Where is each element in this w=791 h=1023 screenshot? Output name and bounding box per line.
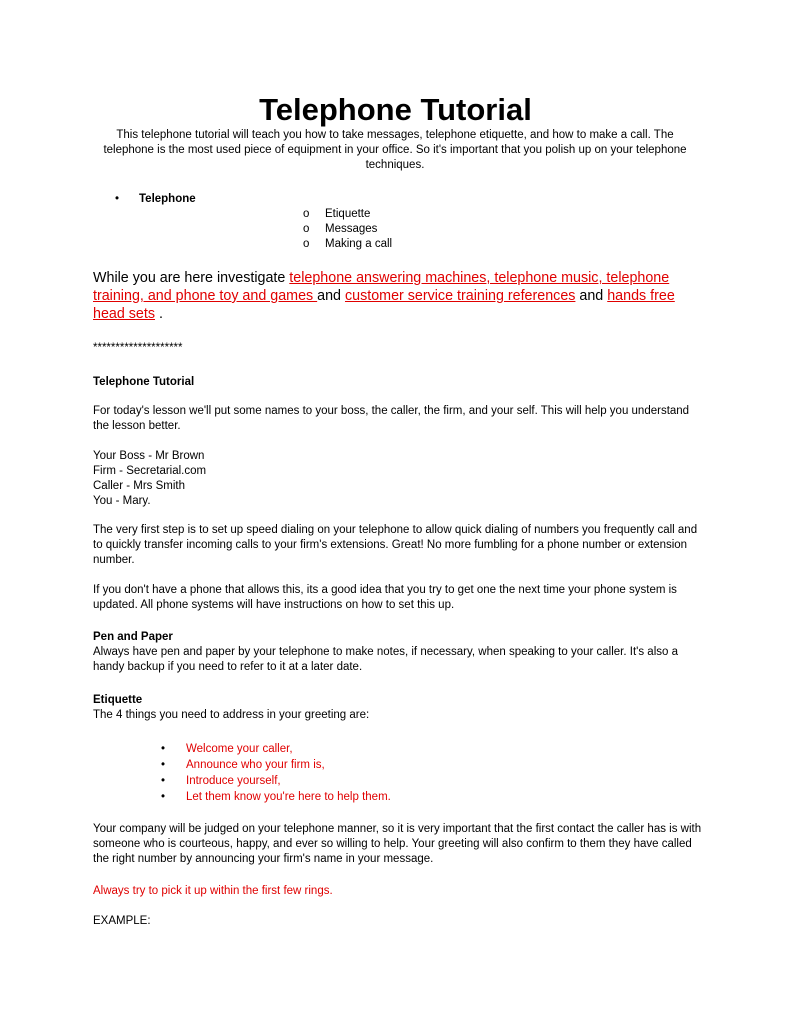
greeting-item-label: Announce who your firm is,	[186, 759, 325, 771]
bullet-icon: •	[115, 193, 120, 205]
greeting-item-label: Let them know you're here to help them.	[186, 791, 391, 803]
name-line: Firm - Secretarial.com	[93, 465, 207, 477]
customer-service-training-link[interactable]: customer service training references	[344, 288, 576, 304]
toc-subitem	[139, 222, 791, 237]
telephone-products-link[interactable]: telephone answering machines, telephone music, telephone training, and phone toy and games	[93, 270, 670, 304]
pen-paper-heading: Pen and Paper	[93, 631, 173, 643]
names-list	[93, 449, 708, 509]
bullet-icon: •	[161, 775, 166, 787]
no-phone-paragraph: If you don't have a phone that allows this, its a good idea that you try to get one the next time your phone system is updated. All phone systems will have instructions on how to set this up.	[93, 584, 677, 611]
speed-dial-paragraph: The very first step is to set up speed dialing on your telephone to allow quick dialing of numbers you frequently call and to quickly transfer incoming calls to your firm's extensions. Great! No more fumbling for a phone number or extension number.	[93, 524, 698, 566]
greeting-item	[0, 741, 791, 757]
investigate-and: and	[575, 288, 608, 304]
circle-bullet-icon: o	[303, 208, 310, 220]
greeting-item-label: Welcome your caller,	[186, 743, 293, 755]
investigate-paragraph	[93, 269, 703, 323]
rings-note: Always try to pick it up within the first few rings.	[93, 885, 333, 897]
separator: ********************	[93, 342, 183, 354]
toc-sublist	[139, 207, 791, 252]
etiquette-heading: Etiquette	[93, 694, 143, 706]
greeting-item	[0, 757, 791, 773]
toc-subitem	[139, 207, 791, 222]
investigate-prefix: While you are here investigate	[93, 270, 290, 286]
greeting-list	[0, 741, 791, 805]
toc-list	[0, 192, 791, 252]
bullet-icon: •	[161, 743, 166, 755]
toc-subitem-label: Messages	[325, 223, 378, 235]
pen-paper-section	[93, 630, 708, 675]
name-line: Caller - Mrs Smith	[93, 480, 186, 492]
bullet-icon: •	[161, 759, 166, 771]
hands-free-head-sets-link[interactable]: hands free head sets	[93, 288, 675, 322]
toc-item-label: Telephone	[139, 193, 196, 205]
bullet-icon: •	[161, 791, 166, 803]
greeting-item	[0, 789, 791, 805]
toc-subitem-label: Etiquette	[325, 208, 371, 220]
name-line: You - Mary.	[93, 495, 151, 507]
pen-paper-text: Always have pen and paper by your telephone to make notes, if necessary, when speaking to your caller. It's also a handy backup if you need to refer to it at a later date.	[93, 646, 678, 673]
circle-bullet-icon: o	[303, 223, 310, 235]
section-heading: Telephone Tutorial	[93, 376, 195, 388]
toc-subitem-label: Making a call	[325, 238, 393, 250]
etiquette-text: The 4 things you need to address in your greeting are:	[93, 709, 370, 721]
toc-item-telephone	[0, 192, 791, 252]
greeting-item	[0, 773, 791, 789]
circle-bullet-icon: o	[303, 238, 310, 250]
toc-subitem	[139, 237, 791, 252]
investigate-mid: and	[317, 288, 345, 304]
example-label: EXAMPLE:	[93, 915, 151, 927]
investigate-suffix: .	[155, 306, 163, 322]
judged-paragraph: Your company will be judged on your telephone manner, so it is very important that the first contact the caller has is with someone who is courteous, happy, and ever so willing to help. Your greeting will also confirm to them they have called the right number by announcing your firm's name in your message.	[93, 823, 702, 865]
lesson-intro-paragraph: For today's lesson we'll put some names to your boss, the caller, the firm, and your self. This will help you understand the lesson better.	[93, 405, 690, 432]
name-line: Your Boss - Mr Brown	[93, 450, 205, 462]
intro-paragraph: This telephone tutorial will teach you how to take messages, telephone etiquette, and how to make a call. The telephone is the most used piece of equipment in your office. So it's important that you polish up on your telephone techniques.	[103, 129, 687, 171]
greeting-item-label: Introduce yourself,	[186, 775, 281, 787]
page-title: Telephone Tutorial	[259, 92, 532, 127]
etiquette-section	[93, 693, 708, 723]
